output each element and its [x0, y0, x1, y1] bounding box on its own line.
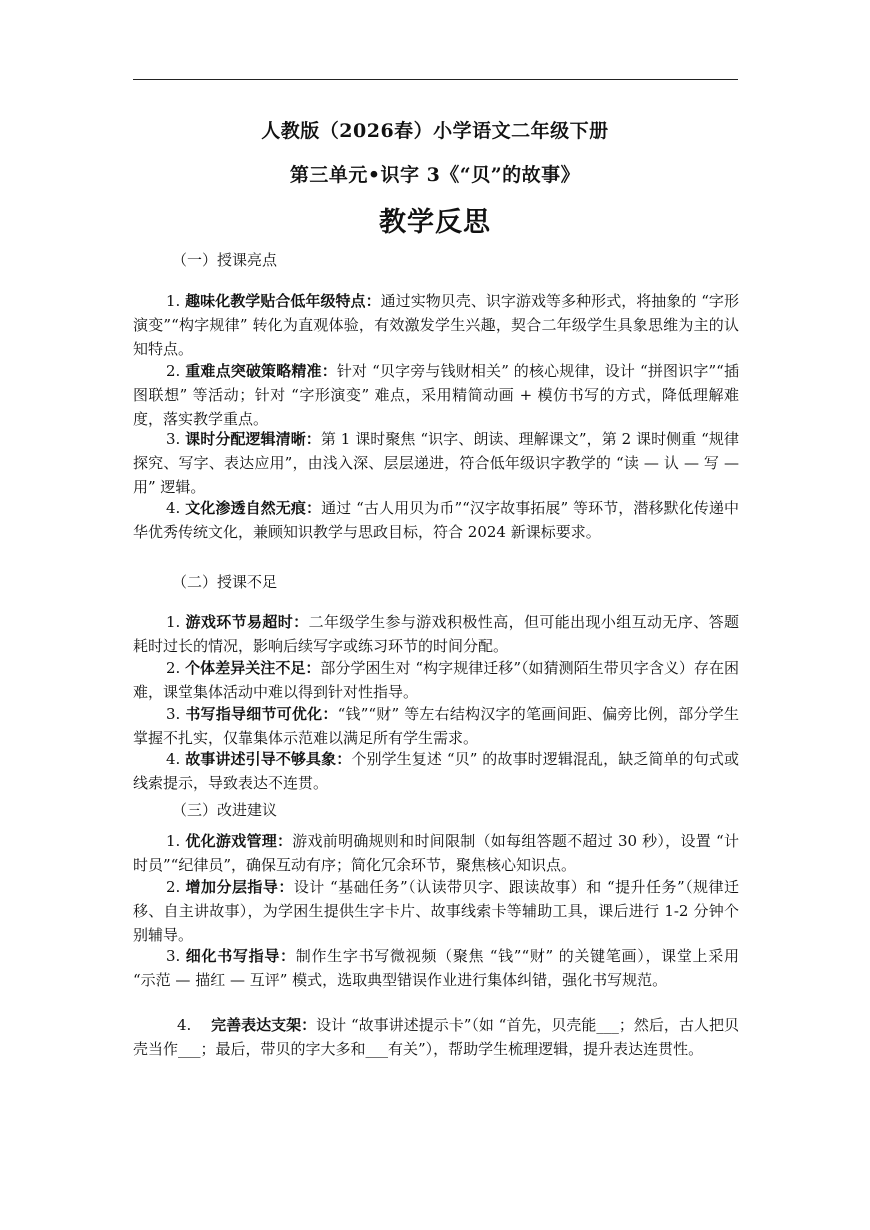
item-number: 4.: [177, 1016, 212, 1034]
paragraph-shortcoming-4: [133, 747, 739, 795]
paragraph-shortcoming-3: [133, 702, 739, 750]
item-number: 2.: [166, 659, 186, 677]
item-lead: 细化书写指导：: [185, 947, 296, 965]
item-text: 通过 “古人用贝为币”“汉字故事拓展” 等环节，潜移默化传递中华优秀传统文化，兼顾知识教学与思政目标，符合 2024 新课标要求。: [133, 499, 739, 541]
item-lead: 个体差异关注不足：: [185, 659, 321, 677]
section-heading-highlights: （一）授课亮点: [172, 251, 278, 269]
item-text: 二年级学生参与游戏积极性高，但可能出现小组互动无序、答题耗时过长的情况，影响后续写字或练习环节的时间分配。: [133, 613, 739, 655]
item-number: 3.: [166, 430, 186, 448]
header-rule: [133, 79, 738, 80]
item-number: 1.: [166, 613, 186, 631]
item-lead: 重难点突破策略精准：: [185, 362, 337, 380]
item-lead: 游戏环节易超时：: [185, 613, 309, 631]
item-text: 个别学生复述 “贝” 的故事时逻辑混乱，缺乏简单的句式或线索提示，导致表达不连贯。: [133, 750, 739, 792]
item-number: 3.: [166, 947, 186, 965]
item-text: 针对 “贝字旁与钱财相关” 的核心规律，设计 “拼图识字”“插图联想” 等活动；针对 “字形演变” 难点，采用精简动画 + 模仿书写的方式，降低理解难度，落实教学重点。: [133, 362, 739, 428]
item-text: 第 1 课时聚焦 “识字、朗读、理解课文”，第 2 课时侧重 “规律探究、写字、表达应用”，由浅入深、层层递进，符合低年级识字教学的 “读 — 认 — 写 — 用” 逻辑。: [133, 430, 739, 496]
paragraph-improvement-2: [133, 875, 739, 947]
lesson-title: 第三单元•识字 3《“贝”的故事》: [289, 164, 581, 186]
item-text: 制作生字书写微视频（聚焦 “钱”“财” 的关键笔画），课堂上采用 “示范 — 描红 — 互评” 模式，选取典型错误作业进行集体纠错，强化书写规范。: [133, 947, 739, 989]
item-text: 部分学困生对 “构字规律迁移”（如猜测陌生带贝字含义）存在困难，课堂集体活动中难以得到针对性指导。: [133, 659, 739, 701]
item-number: 1.: [166, 292, 186, 310]
item-lead: 优化游戏管理：: [185, 832, 293, 850]
paragraph-highlight-1: [133, 289, 739, 361]
paragraph-improvement-3: [133, 944, 739, 992]
paragraph-highlight-2: [133, 359, 739, 431]
item-lead: 增加分层指导：: [185, 878, 294, 896]
item-number: 2.: [166, 878, 186, 896]
paragraph-shortcoming-1: [133, 610, 739, 658]
paragraph-highlight-3: [133, 427, 739, 499]
page-title: 教学反思: [379, 207, 491, 238]
section-heading-shortcomings: （二）授课不足: [172, 573, 278, 591]
paragraph-improvement-4: [133, 1013, 739, 1061]
paragraph-highlight-4: [133, 496, 739, 544]
item-text: 通过实物贝壳、识字游戏等多种形式，将抽象的 “字形演变”“构字规律” 转化为直观体验，有效激发学生兴趣，契合二年级学生具象思维为主的认知特点。: [133, 292, 739, 358]
course-title: 人教版（2026春）小学语文二年级下册: [261, 120, 609, 142]
item-lead: 故事讲述引导不够具象：: [185, 750, 352, 768]
item-lead: 趣味化教学贴合低年级特点：: [185, 292, 381, 310]
item-lead: 书写指导细节可优化：: [185, 705, 338, 723]
item-number: 4.: [166, 499, 186, 517]
item-text: 游戏前明确规则和时间限制（如每组答题不超过 30 秒），设置 “计时员”“纪律员”，确保互动有序；简化冗余环节，聚焦核心知识点。: [133, 832, 739, 874]
item-text: 设计 “基础任务”（认读带贝字、跟读故事）和 “提升任务”（规律迁移、自主讲故事），为学困生提供生字卡片、故事线索卡等辅助工具，课后进行 1-2 分钟个别辅导。: [133, 878, 739, 944]
item-number: 2.: [166, 362, 186, 380]
item-text: 设计 “故事讲述提示卡”（如 “首先，贝壳能___；然后，古人把贝壳当作___；最后，带贝的字大多和___有关”），帮助学生梳理逻辑，提升表达连贯性。: [133, 1016, 739, 1058]
paragraph-shortcoming-2: [133, 656, 739, 704]
item-number: 3.: [166, 705, 186, 723]
item-number: 4.: [166, 750, 186, 768]
item-lead: 课时分配逻辑清晰：: [185, 430, 321, 448]
item-lead: 文化渗透自然无痕：: [185, 499, 322, 517]
item-lead: 完善表达支架：: [211, 1016, 317, 1034]
paragraph-improvement-1: [133, 829, 739, 877]
item-text: “钱”“财” 等左右结构汉字的笔画间距、偏旁比例，部分学生掌握不扎实，仅靠集体示范难以满足所有学生需求。: [133, 705, 739, 747]
item-number: 1.: [166, 832, 186, 850]
section-heading-improvements: （三）改进建议: [172, 801, 278, 819]
